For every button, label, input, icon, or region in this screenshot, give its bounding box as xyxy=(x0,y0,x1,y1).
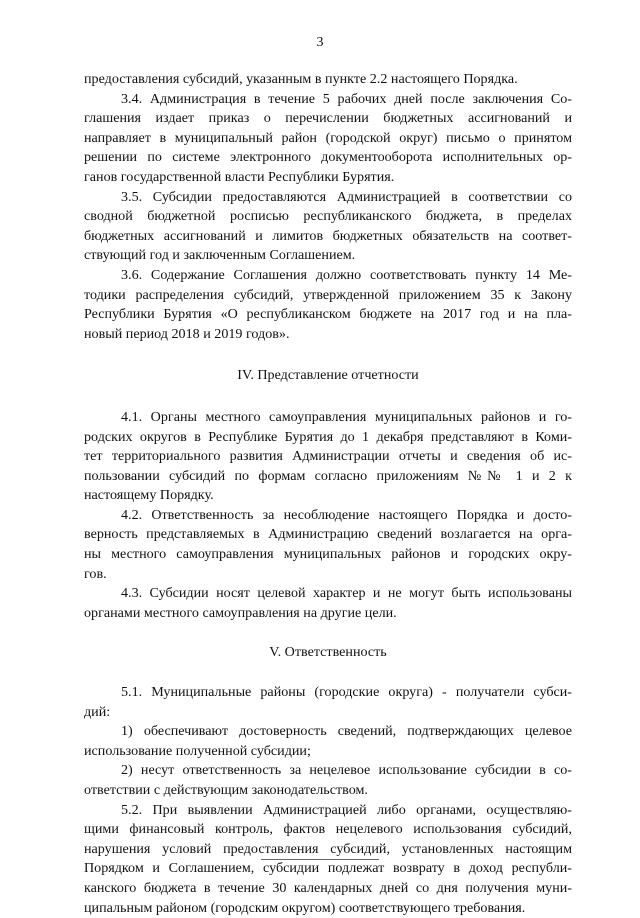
paragraph-5-2-line: щими финансовый контроль, фактов нецелевого использования субсидий, xyxy=(84,821,572,838)
paragraph-5-2-line: канского бюджета в течение 30 календарных дней со дня получения муни- xyxy=(84,879,572,896)
paragraph-5-2-line: ципальным районом (городским округом) соответствующего требования. xyxy=(84,899,526,916)
paragraph-3-5-line: сводной бюджетной росписью республиканского бюджета, в пределах xyxy=(84,208,572,225)
paragraph-4-1-line: родских округов в Республике Бурятия до 1 декабря представляют в Коми- xyxy=(84,428,572,445)
paragraph-4-2-line: гов. xyxy=(84,565,107,582)
paragraph-3-6-line: тодики распределения субсидий, утвержденной приложением 35 к Закону xyxy=(84,286,572,303)
paragraph-5-1-line: дий: xyxy=(84,703,111,720)
list-item-1-line: использование полученной субсидии; xyxy=(84,742,311,759)
list-item-2-line: ответствии с действующим законодательством. xyxy=(84,782,368,798)
paragraph-3-5-line: бюджетных ассигнований и лимитов бюджетных обязательств на соответ- xyxy=(84,227,572,244)
list-item-1-line: 1) обеспечивают достоверность сведений, подтверждающих целевое xyxy=(121,723,572,740)
paragraph-3-4-line: решении по системе электронного документооборота исполнительных ор- xyxy=(84,149,572,166)
paragraph-4-2-line: верность представляемых в Администрацию сведений возлагается на орга- xyxy=(84,526,572,543)
paragraph-5-1-line: 5.1. Муниципальные районы (городские округа) - получатели субси- xyxy=(121,684,572,701)
paragraph-4-3-line: органами местного самоуправления на другие цели. xyxy=(84,604,397,621)
paragraph-4-2-line: ны местного самоуправления муниципальных районов и городских окру- xyxy=(84,546,572,563)
section-heading-iv: IV. Представление отчетности xyxy=(237,367,419,384)
paragraph-5-2-line: нарушения условий предоставления субсидий, установленных настоящим xyxy=(84,840,572,857)
page-number: 3 xyxy=(316,35,324,50)
paragraph-3-6-line: Республики Бурятия «О республиканском бюджете на 2017 год и на пла- xyxy=(84,306,572,323)
paragraph-3-4-line: 3.4. Администрация в течение 5 рабочих дней после заключения Со- xyxy=(121,90,572,107)
text-line: предоставления субсидий, указанным в пункте 2.2 настоящего Порядка. xyxy=(84,71,518,87)
document-body xyxy=(84,70,572,918)
paragraph-4-2-line: 4.2. Ответственность за несоблюдение настоящего Порядка и досто- xyxy=(121,506,572,523)
paragraph-3-5-line: 3.5. Субсидии предоставляются Администрацией в соответствии со xyxy=(121,188,572,205)
paragraph-5-2-line: 5.2. При выявлении Администрацией либо органами, осуществляю- xyxy=(121,801,572,818)
paragraph-3-4-line: направляет в муниципальный район (городской округ) письмо о принятом xyxy=(84,129,572,146)
paragraph-4-1-line: тет территориального развития Администрации отчеты и сведения об ис- xyxy=(84,448,572,465)
section-heading-v: V. Ответственность xyxy=(269,644,387,661)
paragraph-4-1-line: 4.1. Органы местного самоуправления муниципальных районов и го- xyxy=(121,408,572,425)
paragraph-5-2-line: Порядком и Соглашением, субсидии подлежат возврату в доход республи- xyxy=(84,860,572,877)
paragraph-4-1-line: настоящему Порядку. xyxy=(84,487,214,504)
paragraph-3-4-line: ганов государственной власти Республики Бурятия. xyxy=(84,168,395,185)
footer-divider xyxy=(261,859,379,860)
paragraph-3-6-line: новый период 2018 и 2019 годов». xyxy=(84,325,290,342)
paragraph-3-4-line: глашения издает приказ о перечислении бюджетных ассигнований и xyxy=(84,110,572,127)
paragraph-4-1-line: пользовании субсидий по формам согласно приложениям №№ 1 и 2 к xyxy=(84,467,572,484)
paragraph-3-6-line: 3.6. Содержание Соглашения должно соответствовать пункту 14 Ме- xyxy=(121,266,572,283)
paragraph-3-5-line: ствующий год и заключенным Соглашением. xyxy=(84,247,356,264)
paragraph-4-3-line: 4.3. Субсидии носят целевой характер и не могут быть использованы xyxy=(121,585,572,602)
list-item-2-line: 2) несут ответственность за нецелевое использование субсидии в со- xyxy=(121,762,572,779)
